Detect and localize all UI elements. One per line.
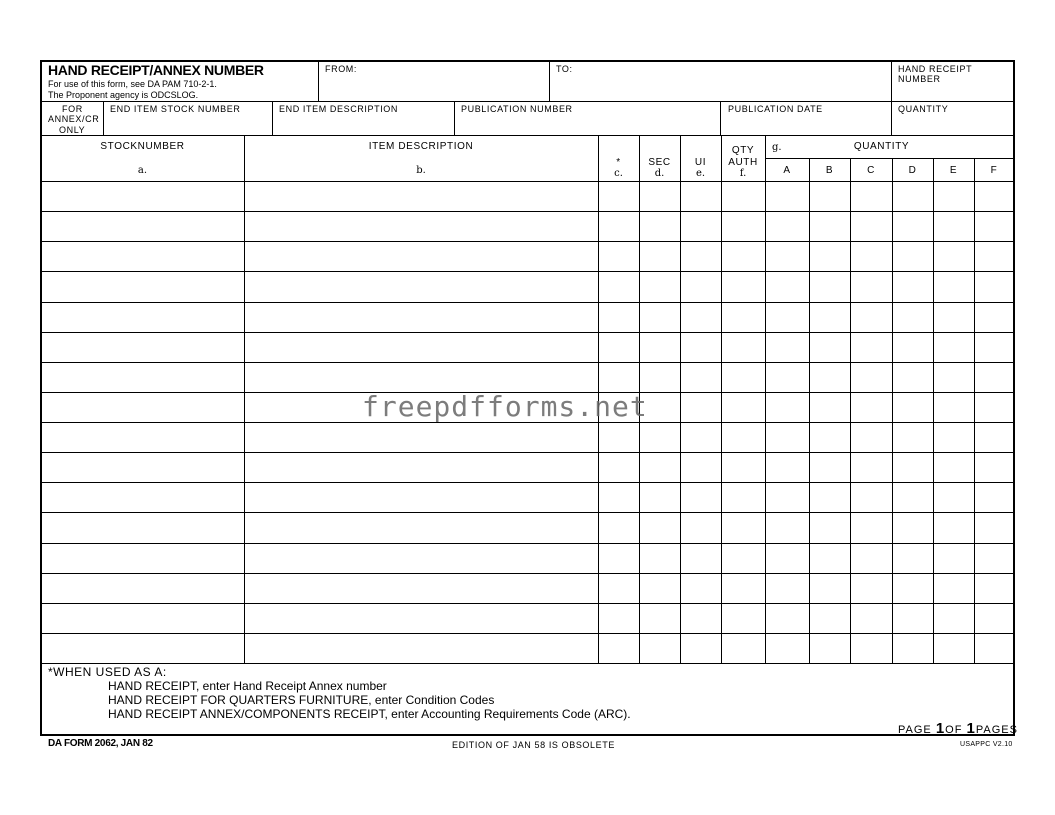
table-cell[interactable] bbox=[975, 544, 1013, 572]
table-cell[interactable] bbox=[766, 242, 808, 270]
hand-receipt-number-label: HAND RECEIPT bbox=[898, 64, 973, 74]
table-cell[interactable] bbox=[599, 574, 638, 602]
table-cell[interactable] bbox=[934, 363, 973, 391]
table-cell[interactable] bbox=[722, 574, 764, 602]
table-cell[interactable] bbox=[42, 483, 243, 511]
table-cell[interactable] bbox=[681, 272, 720, 300]
table-cell[interactable] bbox=[975, 453, 1013, 481]
table-cell[interactable] bbox=[599, 513, 638, 541]
table-cell[interactable] bbox=[934, 303, 973, 331]
table-cell[interactable] bbox=[851, 393, 891, 421]
table-cell[interactable] bbox=[722, 423, 764, 451]
table-cell[interactable] bbox=[245, 212, 597, 240]
table-cell[interactable] bbox=[975, 212, 1013, 240]
letter-b: b. bbox=[416, 165, 426, 176]
table-cell[interactable] bbox=[766, 212, 808, 240]
from-field[interactable] bbox=[360, 62, 545, 100]
table-cell[interactable] bbox=[640, 423, 679, 451]
table-cell[interactable] bbox=[681, 604, 720, 632]
table-cell[interactable] bbox=[893, 453, 932, 481]
table-cell[interactable] bbox=[640, 212, 679, 240]
table-cell[interactable] bbox=[893, 303, 932, 331]
table-cell[interactable] bbox=[722, 182, 764, 210]
table-cell[interactable] bbox=[681, 363, 720, 391]
table-cell[interactable] bbox=[766, 634, 808, 662]
table-cell[interactable] bbox=[810, 574, 849, 602]
table-cell[interactable] bbox=[681, 453, 720, 481]
table-cell[interactable] bbox=[934, 212, 973, 240]
table-cell[interactable] bbox=[245, 634, 597, 662]
table-cell[interactable] bbox=[599, 604, 638, 632]
footer-line-1: HAND RECEIPT, enter Hand Receipt Annex number bbox=[108, 679, 387, 693]
table-cell[interactable] bbox=[810, 272, 849, 300]
table-cell[interactable] bbox=[810, 363, 849, 391]
table-cell[interactable] bbox=[766, 393, 808, 421]
proponent-note: The Proponent agency is ODCSLOG. bbox=[48, 90, 199, 100]
table-cell[interactable] bbox=[851, 303, 891, 331]
g-label: g. bbox=[772, 142, 782, 153]
end-item-stock-number-label: END ITEM STOCK NUMBER bbox=[110, 104, 241, 114]
footer-line-3: HAND RECEIPT ANNEX/COMPONENTS RECEIPT, enter Accounting Requirements Code (ARC). bbox=[108, 707, 631, 721]
table-cell[interactable] bbox=[722, 303, 764, 331]
table-cell[interactable] bbox=[851, 272, 891, 300]
table-cell[interactable] bbox=[934, 544, 973, 572]
table-cell[interactable] bbox=[975, 363, 1013, 391]
to-label: TO: bbox=[556, 64, 573, 74]
publication-date-field[interactable] bbox=[722, 115, 889, 134]
table-cell[interactable] bbox=[810, 453, 849, 481]
hand-receipt-number-field[interactable] bbox=[893, 86, 1011, 100]
table-cell[interactable] bbox=[245, 453, 597, 481]
version-label: USAPPC V2.10 bbox=[960, 741, 1013, 748]
table-cell[interactable] bbox=[245, 272, 597, 300]
table-cell[interactable] bbox=[640, 333, 679, 361]
table-cell[interactable] bbox=[640, 513, 679, 541]
table-cell[interactable] bbox=[975, 483, 1013, 511]
table-cell[interactable] bbox=[766, 453, 808, 481]
table-cell[interactable] bbox=[893, 272, 932, 300]
sec-header: SEC bbox=[648, 157, 671, 168]
table-cell[interactable] bbox=[722, 634, 764, 662]
table-cell[interactable] bbox=[934, 242, 973, 270]
table-cell[interactable] bbox=[640, 574, 679, 602]
table-cell[interactable] bbox=[934, 333, 973, 361]
table-cell[interactable] bbox=[810, 483, 849, 511]
qty-col-d: D bbox=[908, 165, 917, 176]
table-cell[interactable] bbox=[766, 574, 808, 602]
table-cell[interactable] bbox=[245, 303, 597, 331]
table-cell[interactable] bbox=[766, 303, 808, 331]
table-cell[interactable] bbox=[599, 544, 638, 572]
table-cell[interactable] bbox=[810, 303, 849, 331]
table-cell[interactable] bbox=[722, 242, 764, 270]
letter-e: e. bbox=[695, 168, 706, 179]
table-cell[interactable] bbox=[722, 513, 764, 541]
table-cell[interactable] bbox=[722, 212, 764, 240]
quantity-header: QUANTITY bbox=[853, 141, 910, 152]
table-cell[interactable] bbox=[245, 423, 597, 451]
table-cell[interactable] bbox=[42, 453, 243, 481]
table-cell[interactable] bbox=[766, 544, 808, 572]
table-cell[interactable] bbox=[934, 423, 973, 451]
qty-header: QTY bbox=[731, 145, 755, 156]
table-cell[interactable] bbox=[681, 393, 720, 421]
table-cell[interactable] bbox=[245, 483, 597, 511]
table-cell[interactable] bbox=[722, 363, 764, 391]
table-cell[interactable] bbox=[975, 393, 1013, 421]
table-cell[interactable] bbox=[640, 182, 679, 210]
table-cell[interactable] bbox=[975, 604, 1013, 632]
table-cell[interactable] bbox=[893, 363, 932, 391]
table-cell[interactable] bbox=[975, 513, 1013, 541]
qty-col-b: B bbox=[825, 165, 834, 176]
table-cell[interactable] bbox=[599, 333, 638, 361]
table-cell[interactable] bbox=[245, 513, 597, 541]
table-cell[interactable] bbox=[851, 212, 891, 240]
table-cell[interactable] bbox=[599, 242, 638, 270]
to-field[interactable] bbox=[575, 62, 887, 100]
table-cell[interactable] bbox=[599, 182, 638, 210]
table-cell[interactable] bbox=[599, 453, 638, 481]
table-cell[interactable] bbox=[599, 363, 638, 391]
table-cell[interactable] bbox=[934, 453, 973, 481]
table-cell[interactable] bbox=[722, 272, 764, 300]
table-cell[interactable] bbox=[640, 604, 679, 632]
table-cell[interactable] bbox=[934, 483, 973, 511]
table-cell[interactable] bbox=[810, 604, 849, 632]
table-cell[interactable] bbox=[245, 333, 597, 361]
footer-line-2: HAND RECEIPT FOR QUARTERS FURNITURE, enter Condition Codes bbox=[108, 693, 495, 707]
qty-col-a: A bbox=[783, 165, 791, 176]
table-cell[interactable] bbox=[851, 363, 891, 391]
table-cell[interactable] bbox=[42, 513, 243, 541]
end-item-stock-number-field[interactable] bbox=[105, 115, 270, 134]
table-cell[interactable] bbox=[681, 483, 720, 511]
table-cell[interactable] bbox=[810, 544, 849, 572]
table-cell[interactable] bbox=[893, 393, 932, 421]
table-cell[interactable] bbox=[934, 393, 973, 421]
table-cell[interactable] bbox=[934, 513, 973, 541]
table-cell[interactable] bbox=[934, 272, 973, 300]
table-cell[interactable] bbox=[640, 544, 679, 572]
table-cell[interactable] bbox=[245, 574, 597, 602]
table-cell[interactable] bbox=[893, 423, 932, 451]
table-cell[interactable] bbox=[975, 574, 1013, 602]
publication-date-label: PUBLICATION DATE bbox=[728, 104, 823, 114]
table-cell[interactable] bbox=[934, 182, 973, 210]
table-cell[interactable] bbox=[681, 242, 720, 270]
star-header: * bbox=[616, 157, 621, 168]
table-cell[interactable] bbox=[681, 634, 720, 662]
table-cell[interactable] bbox=[245, 363, 597, 391]
table-cell[interactable] bbox=[766, 513, 808, 541]
table-cell[interactable] bbox=[640, 303, 679, 331]
table-cell[interactable] bbox=[42, 363, 243, 391]
table-cell[interactable] bbox=[599, 483, 638, 511]
table-cell[interactable] bbox=[893, 574, 932, 602]
letter-a: a. bbox=[137, 165, 148, 176]
table-cell[interactable] bbox=[245, 544, 597, 572]
table-cell[interactable] bbox=[681, 574, 720, 602]
table-cell[interactable] bbox=[851, 604, 891, 632]
table-cell[interactable] bbox=[681, 423, 720, 451]
table-cell[interactable] bbox=[640, 483, 679, 511]
when-used-label: *WHEN USED AS A: bbox=[48, 665, 167, 679]
table-cell[interactable] bbox=[975, 634, 1013, 662]
table-cell[interactable] bbox=[42, 182, 243, 210]
table-cell[interactable] bbox=[42, 212, 243, 240]
table-cell[interactable] bbox=[851, 242, 891, 270]
table-cell[interactable] bbox=[722, 483, 764, 511]
table-cell[interactable] bbox=[975, 423, 1013, 451]
table-cell[interactable] bbox=[810, 333, 849, 361]
table-cell[interactable] bbox=[42, 423, 243, 451]
stock-number-header: STOCKNUMBER bbox=[100, 141, 185, 152]
table-cell[interactable] bbox=[934, 634, 973, 662]
table-cell[interactable] bbox=[810, 513, 849, 541]
table-cell[interactable] bbox=[810, 393, 849, 421]
page-number[interactable]: 1 bbox=[935, 720, 946, 737]
table-cell[interactable] bbox=[722, 333, 764, 361]
end-item-description-field[interactable] bbox=[274, 115, 452, 134]
table-cell[interactable] bbox=[640, 363, 679, 391]
table-cell[interactable] bbox=[766, 333, 808, 361]
table-cell[interactable] bbox=[599, 303, 638, 331]
table-cell[interactable] bbox=[893, 544, 932, 572]
quantity-top-field[interactable] bbox=[893, 115, 1011, 134]
table-cell[interactable] bbox=[893, 333, 932, 361]
table-cell[interactable] bbox=[893, 634, 932, 662]
form-id: DA FORM 2062, JAN 82 bbox=[48, 738, 153, 749]
table-cell[interactable] bbox=[810, 182, 849, 210]
table-cell[interactable] bbox=[681, 544, 720, 572]
edition-note: EDITION OF JAN 58 IS OBSOLETE bbox=[452, 740, 615, 750]
table-cell[interactable] bbox=[893, 182, 932, 210]
table-cell[interactable] bbox=[640, 272, 679, 300]
table-cell[interactable] bbox=[766, 423, 808, 451]
qty-col-f: F bbox=[990, 165, 998, 176]
item-description-header: ITEM DESCRIPTION bbox=[368, 141, 474, 152]
table-cell[interactable] bbox=[42, 574, 243, 602]
table-cell[interactable] bbox=[766, 363, 808, 391]
table-cell[interactable] bbox=[681, 333, 720, 361]
table-cell[interactable] bbox=[245, 242, 597, 270]
end-item-description-label: END ITEM DESCRIPTION bbox=[279, 104, 399, 114]
table-cell[interactable] bbox=[766, 604, 808, 632]
table-cell[interactable] bbox=[42, 544, 243, 572]
table-cell[interactable] bbox=[893, 513, 932, 541]
table-cell[interactable] bbox=[681, 182, 720, 210]
watermark: freepdfforms.net bbox=[362, 390, 648, 423]
table-cell[interactable] bbox=[893, 483, 932, 511]
table-cell[interactable] bbox=[599, 212, 638, 240]
use-note: For use of this form, see DA PAM 710-2-1. bbox=[48, 79, 217, 89]
table-cell[interactable] bbox=[766, 272, 808, 300]
table-cell[interactable] bbox=[975, 303, 1013, 331]
table-cell[interactable] bbox=[893, 604, 932, 632]
table-cell[interactable] bbox=[245, 604, 597, 632]
table-cell[interactable] bbox=[599, 272, 638, 300]
qty-col-c: C bbox=[867, 165, 875, 176]
table-cell[interactable] bbox=[42, 604, 243, 632]
publication-number-label: PUBLICATION NUMBER bbox=[461, 104, 573, 114]
table-cell[interactable] bbox=[810, 212, 849, 240]
table-cell[interactable] bbox=[810, 242, 849, 270]
quantity-top-label: QUANTITY bbox=[898, 104, 949, 114]
table-cell[interactable] bbox=[599, 634, 638, 662]
table-cell[interactable] bbox=[722, 544, 764, 572]
qty-col-e: E bbox=[949, 165, 958, 176]
letter-d: d. bbox=[654, 168, 665, 179]
table-cell[interactable] bbox=[681, 303, 720, 331]
table-cell[interactable] bbox=[893, 212, 932, 240]
table-cell[interactable] bbox=[851, 333, 891, 361]
table-cell[interactable] bbox=[42, 333, 243, 361]
table-cell[interactable] bbox=[722, 393, 764, 421]
table-cell[interactable] bbox=[934, 574, 973, 602]
table-cell[interactable] bbox=[851, 544, 891, 572]
table-cell[interactable] bbox=[640, 242, 679, 270]
table-cell[interactable] bbox=[975, 333, 1013, 361]
table-cell[interactable] bbox=[851, 453, 891, 481]
table-cell[interactable] bbox=[766, 483, 808, 511]
for-annex-label: FOR bbox=[62, 104, 83, 114]
page-indicator: PAGE 1OF 1PAGES bbox=[898, 720, 1018, 737]
table-cell[interactable] bbox=[893, 242, 932, 270]
table-cell[interactable] bbox=[42, 634, 243, 662]
table-cell[interactable] bbox=[851, 483, 891, 511]
publication-number-field[interactable] bbox=[456, 115, 718, 134]
table-cell[interactable] bbox=[851, 574, 891, 602]
table-cell[interactable] bbox=[640, 634, 679, 662]
letter-f: f. bbox=[739, 168, 747, 179]
table-cell[interactable] bbox=[851, 182, 891, 210]
table-cell[interactable] bbox=[640, 453, 679, 481]
table-cell[interactable] bbox=[851, 513, 891, 541]
table-cell[interactable] bbox=[42, 303, 243, 331]
table-cell[interactable] bbox=[766, 182, 808, 210]
table-cell[interactable] bbox=[810, 423, 849, 451]
table-cell[interactable] bbox=[975, 272, 1013, 300]
table-cell[interactable] bbox=[934, 604, 973, 632]
table-cell[interactable] bbox=[722, 604, 764, 632]
table-cell[interactable] bbox=[42, 272, 243, 300]
form-title: HAND RECEIPT/ANNEX NUMBER bbox=[48, 62, 264, 78]
table-cell[interactable] bbox=[810, 634, 849, 662]
table-cell[interactable] bbox=[851, 423, 891, 451]
table-cell[interactable] bbox=[42, 393, 243, 421]
page-total[interactable]: 1 bbox=[966, 720, 976, 737]
table-cell[interactable] bbox=[681, 513, 720, 541]
table-cell[interactable] bbox=[975, 182, 1013, 210]
letter-c: c. bbox=[614, 168, 623, 179]
table-cell[interactable] bbox=[975, 242, 1013, 270]
table-cell[interactable] bbox=[245, 182, 597, 210]
from-label: FROM: bbox=[325, 64, 357, 74]
table-cell[interactable] bbox=[681, 212, 720, 240]
table-cell[interactable] bbox=[851, 634, 891, 662]
table-cell[interactable] bbox=[599, 423, 638, 451]
ui-header: UI bbox=[694, 157, 707, 168]
auth-header: AUTH bbox=[728, 157, 758, 168]
table-cell[interactable] bbox=[42, 242, 243, 270]
table-cell[interactable] bbox=[722, 453, 764, 481]
